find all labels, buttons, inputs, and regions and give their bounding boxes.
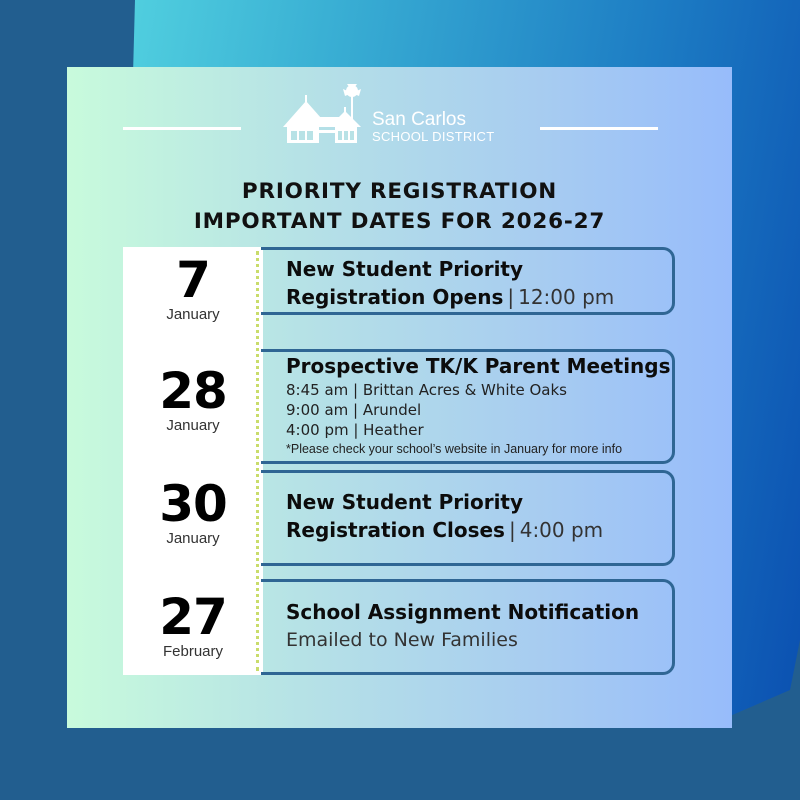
session-3: 4:00 pm | Heather: [286, 421, 424, 439]
event-month: February: [162, 643, 224, 660]
divider-right: [540, 127, 658, 130]
title-line-1: PRIORITY REGISTRATION: [241, 179, 558, 204]
page-title: [67, 177, 732, 237]
divider-left: [123, 127, 241, 130]
event-time: 12:00 pm: [518, 285, 615, 309]
separator: |: [507, 285, 515, 309]
header-logo-row: [67, 81, 732, 161]
event-card-4: [261, 579, 675, 675]
event-card-3: [261, 470, 675, 566]
event-day: 7: [176, 251, 210, 309]
event-title: School Assignment Notification: [286, 600, 640, 624]
event-date-2: [123, 362, 263, 435]
session-2: 9:00 am | Arundel: [286, 401, 422, 419]
event-title: Prospective TK/K Parent Meetings: [286, 354, 671, 378]
event-title-line-1: New Student Priority: [286, 490, 524, 514]
event-day: 27: [159, 588, 227, 646]
event-date-1: [123, 251, 263, 324]
flyer-panel: [67, 67, 732, 728]
event-card-1: [261, 247, 675, 315]
event-title-line-2: Registration Closes: [286, 518, 505, 542]
event-note: *Please check your school’s website in January for more info: [286, 442, 623, 456]
event-day: 30: [159, 475, 227, 533]
event-date-4: [123, 588, 263, 661]
district-name: San Carlos: [372, 109, 466, 130]
event-month: January: [166, 530, 220, 547]
district-subtitle: SCHOOL DISTRICT: [372, 129, 495, 144]
event-time: 4:00 pm: [519, 518, 604, 542]
district-logo-text: [372, 110, 494, 144]
event-title-line-1: New Student Priority: [286, 257, 524, 281]
event-month: January: [166, 417, 220, 434]
event-card-2: [261, 349, 675, 464]
event-subtitle: Emailed to New Families: [286, 629, 518, 651]
event-date-3: [123, 475, 263, 548]
session-1: 8:45 am | Brittan Acres & White Oaks: [286, 381, 567, 399]
event-day: 28: [159, 362, 227, 420]
schoolhouse-palm-icon: [283, 81, 368, 147]
title-line-2: IMPORTANT DATES FOR 2026-27: [193, 209, 606, 234]
event-title-line-2: Registration Opens: [286, 285, 504, 309]
event-month: January: [166, 306, 220, 323]
separator: |: [508, 518, 516, 542]
